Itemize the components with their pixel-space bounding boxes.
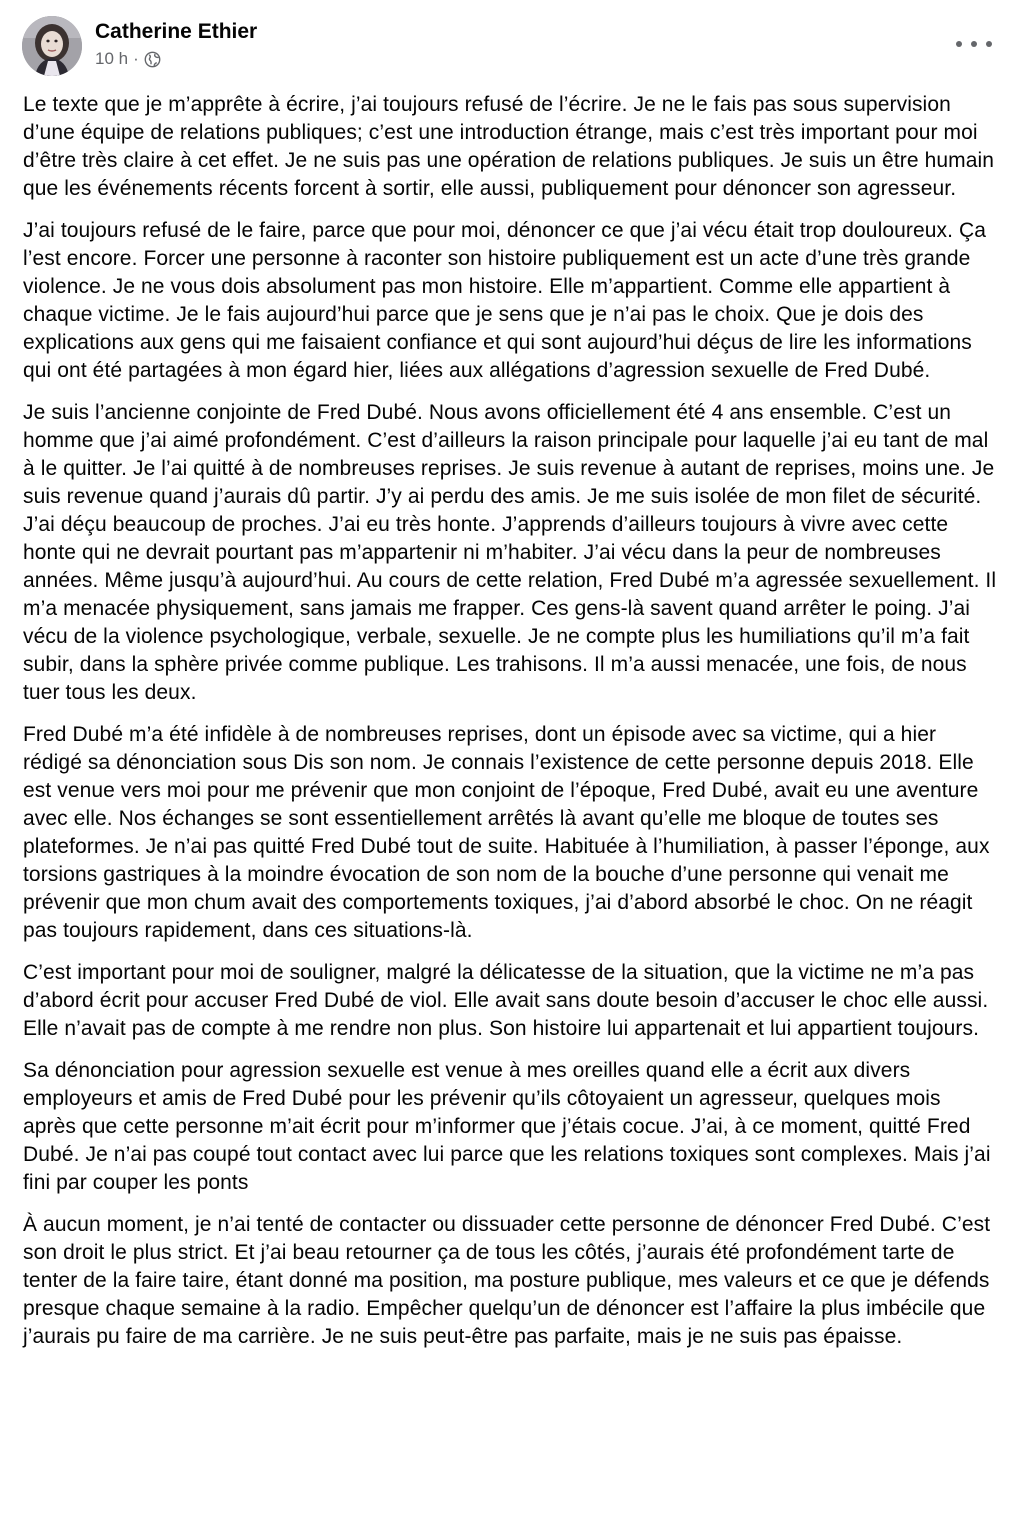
post-header: [22, 16, 996, 80]
more-options-icon[interactable]: [956, 32, 992, 56]
author-avatar[interactable]: [22, 16, 82, 76]
author-block: [95, 18, 257, 70]
author-name[interactable]: Catherine Ethier: [95, 20, 258, 43]
post-body: [23, 91, 998, 1365]
post-paragraph: Fred Dubé m’a été infidèle à de nombreuses reprises, dont un épisode avec sa victime, qui a hier rédigé sa dénonciation sous Dis son nom. Je connais l’existence de cette personne depuis 2018. Elle est venue vers moi pour me prévenir que mon conjoint de l’époque, Fred Dubé, avait eu une aventure avec elle. Nos échanges se sont essentiellement arrêtés là avant qu’elle me bloque de toutes ses plateformes. Je n’ai pas quitté Fred Dubé tout de suite. Habituée à l’humiliation, à passer l’éponge, aux torsions gastriques à la moindre évocation de son nom de la bouche d’une personne qui venait me prévenir que mon chum avait des comportements toxiques, j’ai d’abord absorbé le choc. On ne réagit pas toujours rapidement, dans ces situations-là.: [23, 723, 990, 942]
more-dot: [956, 41, 962, 47]
more-dot: [971, 41, 977, 47]
post-meta: [95, 48, 257, 70]
post-paragraph: Le texte que je m’apprête à écrire, j’ai toujours refusé de l’écrire. Je ne le fais pas sous supervision d’une équipe de relations publiques; c’est une introduction étrange, mais c’est très important pour moi d’être très claire à cet effet. Je ne suis pas une opération de relations publiques. Je suis un être humain que les événements récents forcent à sortir, elle aussi, publiquement pour dénoncer son agresseur.: [23, 93, 995, 200]
post-paragraph: C’est important pour moi de souligner, malgré la délicatesse de la situation, que la victime ne m’a pas d’abord écrit pour accuser Fred Dubé de viol. Elle avait sans doute besoin d’accuser le choc elle aussi. Elle n’avait pas de compte à me rendre non plus. Son histoire lui appartenait et lui appartient toujours.: [23, 961, 989, 1040]
post-time[interactable]: 10 h: [95, 49, 129, 68]
post-paragraph: Je suis l’ancienne conjointe de Fred Dubé. Nous avons officiellement été 4 ans ensemble. C’est un homme que j’ai aimé profondément. C’est d’ailleurs la raison principale pour laquelle j’ai eu tant de mal à le quitter. Je l’ai quitté à de nombreuses reprises. Je suis revenue à autant de reprises, moins une. Je suis revenue quand j’aurais dû partir. J’y ai perdu des amis. Je me suis isolée de mon filet de sécurité. J’ai déçu beaucoup de proches. J’ai eu très honte. J’apprends d’ailleurs toujours à vivre avec cette honte qui ne devrait pourtant pas m’appartenir ni m’habiter. J’ai vécu dans la peur de nombreuses années. Même jusqu’à aujourd’hui. Au cours de cette relation, Fred Dubé m’a agressée sexuellement. Il m’a menacée physiquement, sans jamais me frapper. Ces gens-là savent quand arrêter le poing. J’ai vécu de la violence psychologique, verbale, sexuelle. Je ne compte plus les humiliations qu’il m’a fait subir, dans la sphère privée comme publique. Les trahisons. Il m’a aussi menacée, une fois, de nous tuer tous les deux.: [23, 401, 997, 704]
globe-icon[interactable]: [144, 51, 161, 68]
post-paragraph: À aucun moment, je n’ai tenté de contacter ou dissuader cette personne de dénoncer Fred Dubé. C’est son droit le plus strict. Et j’ai beau retourner ça de tous les côtés, j’aurais été profondément tarte de tenter de la faire taire, étant donné ma position, ma posture publique, mes valeurs et ce que je défends presque chaque semaine à la radio. Empêcher quelqu’un de dénoncer est l’affaire la plus imbécile que j’aurais pu faire de ma carrière. Je ne suis peut-être pas parfaite, mais je ne suis pas épaisse.: [23, 1213, 991, 1348]
more-dot: [986, 41, 992, 47]
avatar-image: [22, 16, 82, 76]
post-paragraph: J’ai toujours refusé de le faire, parce que pour moi, dénoncer ce que j’ai vécu était trop douloureux. Ça l’est encore. Forcer une personne à raconter son histoire publiquement est un acte d’une très grande violence. Je ne vous dois absolument pas mon histoire. Elle m’appartient. Comme elle appartient à chaque victime. Je le fais aujourd’hui parce que je sens que je n’ai pas le choix. Que je dois des explications aux gens qui me faisaient confiance et qui sont aujourd’hui déçus de lire les informations qui ont été partagées à mon égard hier, liées aux allégations d’agression sexuelle de Fred Dubé.: [23, 219, 987, 382]
meta-separator: ·: [133, 49, 139, 68]
post-paragraph: Sa dénonciation pour agression sexuelle est venue à mes oreilles quand elle a écrit aux divers employeurs et amis de Fred Dubé pour les prévenir qu’ils côtoyaient un agresseur, quelques mois après que cette personne m’ait écrit pour m’informer que j’étais cocue. J’ai, à ce moment, quitté Fred Dubé. Je n’ai pas coupé tout contact avec lui parce que les relations toxiques sont complexes. Mais j’ai fini par couper les ponts: [23, 1059, 991, 1194]
